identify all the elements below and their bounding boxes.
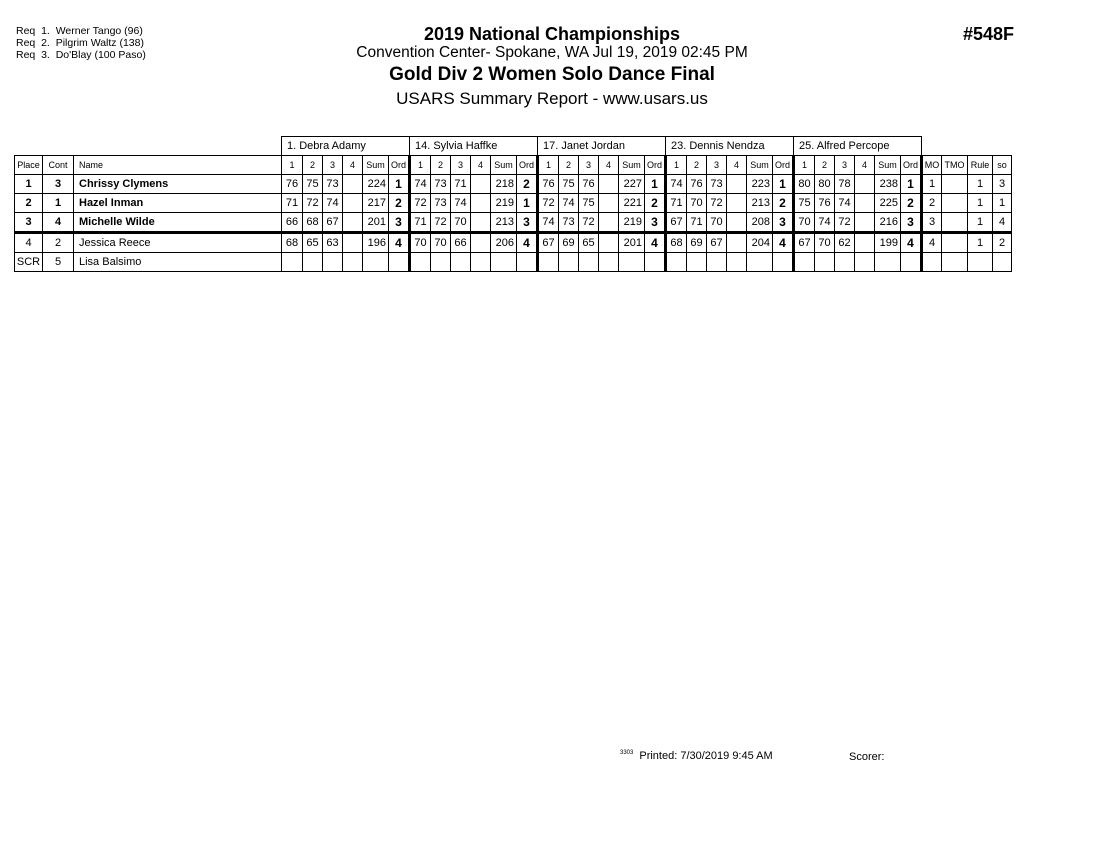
mark-cell: 71 [687,213,707,233]
mark-cell: 65 [303,233,323,253]
mark-cell: 74 [451,194,471,213]
ord-cell: 2 [773,194,794,213]
table-row [15,194,1012,213]
mark-header: 3 [323,156,343,175]
sum-cell: 208 [747,213,773,233]
mark-cell: 73 [431,194,451,213]
cont-cell: 2 [43,233,74,253]
ord-header: Ord [645,156,666,175]
mark-cell: 76 [579,175,599,194]
ord-cell: 2 [517,175,538,194]
mark-cell: 80 [794,175,815,194]
mark-cell: 63 [323,233,343,253]
tmo-cell [942,233,968,253]
sum-cell [747,253,773,272]
mark-header: 4 [471,156,491,175]
rule-header: Rule [968,156,993,175]
mark-cell [538,253,559,272]
mark-cell [579,253,599,272]
mark-cell: 70 [451,213,471,233]
mark-cell: 80 [815,175,835,194]
sum-cell: 218 [491,175,517,194]
mark-cell: 69 [559,233,579,253]
ord-cell: 3 [901,213,922,233]
mark-cell [431,253,451,272]
ord-cell [773,253,794,272]
mark-cell: 72 [835,213,855,233]
sum-cell [875,253,901,272]
skater-name: Michelle Wilde [74,213,282,233]
mark-cell [666,253,687,272]
mark-cell [471,175,491,194]
so-cell: 1 [993,194,1012,213]
mark-cell: 71 [451,175,471,194]
mo-cell [922,253,942,272]
mark-cell: 76 [687,175,707,194]
ord-cell: 1 [517,194,538,213]
cont-header: Cont [43,156,74,175]
mark-cell [727,253,747,272]
mark-header: 3 [707,156,727,175]
mark-cell [451,253,471,272]
mark-header: 4 [599,156,619,175]
mark-header: 2 [687,156,707,175]
mark-cell [707,253,727,272]
sum-cell: 221 [619,194,645,213]
mark-cell: 71 [666,194,687,213]
event-number: #548F [963,24,1015,44]
mark-cell [855,213,875,233]
sum-cell: 201 [363,213,389,233]
mark-cell: 70 [707,213,727,233]
column-header-row [15,156,1012,175]
mark-cell: 65 [579,233,599,253]
mark-cell: 73 [431,175,451,194]
ord-cell: 1 [901,175,922,194]
request-line: Req 3. Do'Blay (100 Paso) [16,49,146,61]
name-header: Name [74,156,282,175]
ord-cell: 3 [389,213,410,233]
mark-header: 4 [727,156,747,175]
ord-cell: 4 [901,233,922,253]
mark-header: 1 [282,156,303,175]
mark-cell: 75 [579,194,599,213]
mark-cell [599,233,619,253]
mark-header: 4 [343,156,363,175]
so-cell [993,253,1012,272]
mark-cell [599,253,619,272]
mark-cell: 73 [323,175,343,194]
place-cell: 3 [15,213,43,233]
mark-cell: 74 [538,213,559,233]
mark-cell [794,253,815,272]
mo-cell: 1 [922,175,942,194]
so-cell: 2 [993,233,1012,253]
mark-cell: 68 [282,233,303,253]
ord-header: Ord [901,156,922,175]
sum-cell [491,253,517,272]
sum-cell: 223 [747,175,773,194]
ord-cell: 1 [645,175,666,194]
mark-header: 3 [835,156,855,175]
ord-cell: 1 [773,175,794,194]
rule-cell: 1 [968,213,993,233]
mark-header: 1 [666,156,687,175]
sum-header: Sum [491,156,517,175]
mo-cell: 4 [922,233,942,253]
judge-name: 1. Debra Adamy [282,137,410,156]
table-row [15,253,1012,272]
ord-cell [901,253,922,272]
ord-cell: 4 [773,233,794,253]
mark-cell: 67 [794,233,815,253]
mark-cell [343,253,363,272]
mark-cell: 73 [559,213,579,233]
event-title: Gold Div 2 Women Solo Dance Final [389,64,715,85]
judge-name: 25. Alfred Percope [794,137,922,156]
ord-cell: 4 [389,233,410,253]
cont-cell: 3 [43,175,74,194]
sum-cell: 196 [363,233,389,253]
mark-cell [727,213,747,233]
judge-name: 14. Sylvia Haffke [410,137,538,156]
mark-cell: 74 [815,213,835,233]
printed-date: Printed: 7/30/2019 9:45 AM [639,750,773,762]
skater-name: Jessica Reece [74,233,282,253]
mark-cell [343,213,363,233]
mark-cell: 76 [538,175,559,194]
mark-cell [687,253,707,272]
sum-cell: 219 [491,194,517,213]
mark-cell: 76 [815,194,835,213]
mark-header: 4 [855,156,875,175]
ord-cell: 3 [773,213,794,233]
request-line: Req 1. Werner Tango (96) [16,25,143,37]
mark-cell: 70 [410,233,431,253]
judge-header-row [15,137,1012,156]
mark-cell: 68 [666,233,687,253]
blank-cell [15,137,282,156]
mark-cell: 72 [579,213,599,233]
mark-cell: 75 [559,175,579,194]
so-cell: 3 [993,175,1012,194]
mark-cell: 71 [410,213,431,233]
rule-cell [968,253,993,272]
sum-header: Sum [619,156,645,175]
mark-cell [599,194,619,213]
mark-header: 2 [303,156,323,175]
mark-cell: 72 [431,213,451,233]
mark-cell [855,253,875,272]
ord-cell: 4 [645,233,666,253]
mark-cell [471,213,491,233]
sum-header: Sum [363,156,389,175]
sum-cell: 204 [747,233,773,253]
competition-title: 2019 National Championships [423,24,681,44]
mark-header: 1 [538,156,559,175]
mark-cell: 71 [282,194,303,213]
mark-cell: 67 [666,213,687,233]
mo-cell: 2 [922,194,942,213]
mark-cell: 74 [323,194,343,213]
report-code: 3303 [620,750,634,756]
sum-cell: 227 [619,175,645,194]
sum-cell: 213 [747,194,773,213]
judge-name: 17. Janet Jordan [538,137,666,156]
mark-cell: 75 [794,194,815,213]
mark-header: 2 [815,156,835,175]
rule-cell: 1 [968,175,993,194]
ord-cell: 2 [645,194,666,213]
ord-header: Ord [773,156,794,175]
mark-cell [727,194,747,213]
ord-cell: 2 [389,194,410,213]
ord-cell: 2 [901,194,922,213]
tmo-header: TMO [942,156,968,175]
mark-header: 2 [431,156,451,175]
mark-cell: 69 [687,233,707,253]
mark-cell: 72 [303,194,323,213]
ord-cell [389,253,410,272]
mark-cell [343,194,363,213]
mo-header: MO [922,156,942,175]
rule-cell: 1 [968,194,993,213]
judge-name: 23. Dennis Nendza [666,137,794,156]
sum-cell [619,253,645,272]
mark-cell [599,175,619,194]
mark-cell [727,175,747,194]
mark-cell: 78 [835,175,855,194]
tmo-cell [942,213,968,233]
mark-cell [559,253,579,272]
ord-cell: 3 [517,213,538,233]
place-cell: SCR [15,253,43,272]
mark-cell [471,253,491,272]
mark-cell [282,253,303,272]
mark-cell: 76 [282,175,303,194]
mark-cell: 73 [707,175,727,194]
place-cell: 1 [15,175,43,194]
mark-cell: 70 [431,233,451,253]
mark-cell [471,233,491,253]
so-cell: 4 [993,213,1012,233]
sum-cell: 224 [363,175,389,194]
mark-header: 2 [559,156,579,175]
mark-cell: 66 [282,213,303,233]
mark-cell [410,253,431,272]
mark-header: 3 [451,156,471,175]
mark-header: 3 [579,156,599,175]
mark-cell: 74 [835,194,855,213]
mark-cell: 72 [410,194,431,213]
mark-cell [599,213,619,233]
sum-cell: 216 [875,213,901,233]
skater-name: Chrissy Clymens [74,175,282,194]
mark-cell [815,253,835,272]
summary-table [14,136,1012,272]
place-cell: 2 [15,194,43,213]
tmo-cell [942,175,968,194]
mark-cell: 75 [303,175,323,194]
skater-name: Lisa Balsimo [74,253,282,272]
place-cell: 4 [15,233,43,253]
table-row [15,213,1012,233]
table-row [15,233,1012,253]
sum-cell: 206 [491,233,517,253]
mark-cell [471,194,491,213]
mark-cell: 70 [687,194,707,213]
cont-cell: 4 [43,213,74,233]
mark-cell: 68 [303,213,323,233]
sum-cell: 199 [875,233,901,253]
mark-cell: 74 [410,175,431,194]
ord-cell: 1 [389,175,410,194]
venue-line: Convention Center- Spokane, WA Jul 19, 2019 02:45 PM [356,44,748,61]
blank-cell [922,137,1012,156]
sum-cell: 201 [619,233,645,253]
scorer-label: Scorer: [849,751,885,763]
mark-cell: 67 [707,233,727,253]
mark-cell [343,233,363,253]
sum-header: Sum [747,156,773,175]
ord-header: Ord [389,156,410,175]
mark-header: 1 [410,156,431,175]
ord-cell [645,253,666,272]
ord-cell: 4 [517,233,538,253]
mark-cell: 74 [559,194,579,213]
mark-cell: 62 [835,233,855,253]
mark-cell [303,253,323,272]
mark-cell: 70 [815,233,835,253]
sum-cell: 238 [875,175,901,194]
tmo-cell [942,253,968,272]
mark-cell: 67 [323,213,343,233]
sum-header: Sum [875,156,901,175]
mark-cell [855,194,875,213]
mark-cell: 66 [451,233,471,253]
ord-cell: 3 [645,213,666,233]
request-line: Req 2. Pilgrim Waltz (138) [16,37,144,49]
ord-header: Ord [517,156,538,175]
report-header [0,24,1100,111]
sum-cell: 213 [491,213,517,233]
mark-cell [835,253,855,272]
mark-cell [727,233,747,253]
table-row [15,175,1012,194]
sum-cell: 219 [619,213,645,233]
mark-cell: 70 [794,213,815,233]
so-header: so [993,156,1012,175]
mo-cell: 3 [922,213,942,233]
ord-cell [517,253,538,272]
mark-cell: 72 [707,194,727,213]
mark-cell [855,175,875,194]
mark-cell: 74 [666,175,687,194]
mark-cell [323,253,343,272]
mark-cell [855,233,875,253]
print-info [620,750,773,762]
cont-cell: 5 [43,253,74,272]
report-subtitle: USARS Summary Report - www.usars.us [396,89,708,108]
skater-name: Hazel Inman [74,194,282,213]
sum-cell: 217 [363,194,389,213]
place-header: Place [15,156,43,175]
tmo-cell [942,194,968,213]
mark-cell: 67 [538,233,559,253]
mark-cell [343,175,363,194]
cont-cell: 1 [43,194,74,213]
rule-cell: 1 [968,233,993,253]
sum-cell [363,253,389,272]
mark-header: 1 [794,156,815,175]
mark-cell: 72 [538,194,559,213]
sum-cell: 225 [875,194,901,213]
